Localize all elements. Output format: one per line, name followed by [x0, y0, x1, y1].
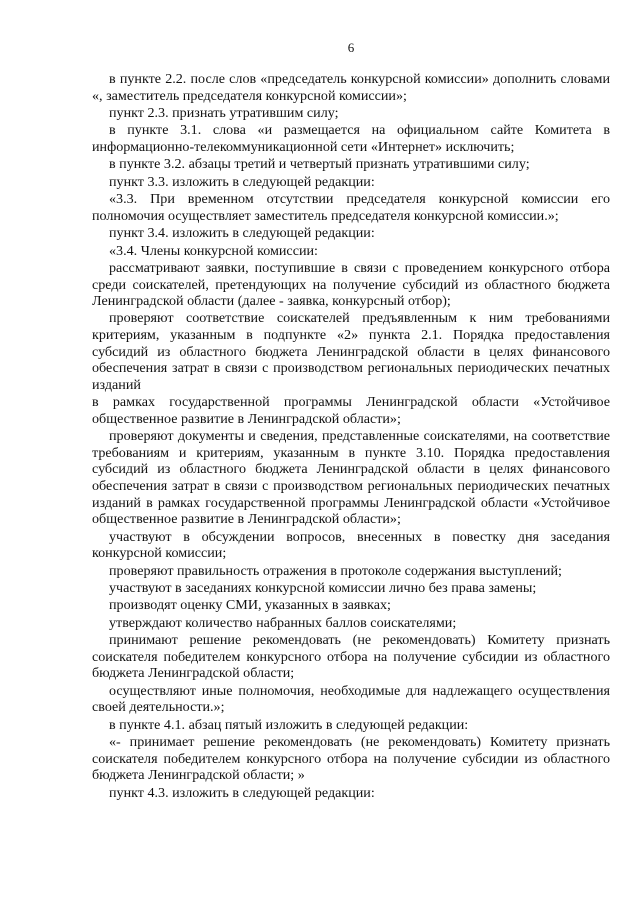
paragraph: проверяют документы и сведения, представленные соискателями, на соответствие требованиям и критериям, указанным в пункте 3.10. Порядка предоставления субсидий из областного бюджета Ленинградской области в целях финансового обеспечения затрат в связи с производством региональных периодических печатных изданий в рамках государственной программы Ленинградской области «Устойчивое общественное развитие в Ленинградской области»; — [92, 428, 610, 528]
paragraph: «- принимает решение рекомендовать (не рекомендовать) Комитету признать соискателя победителем конкурсного отбора на получение субсидии из областного бюджета Ленинградской области; » — [92, 734, 610, 784]
paragraph: участвуют в заседаниях конкурсной комиссии лично без права замены; — [109, 579, 537, 596]
paragraph: «3.3. При временном отсутствии председателя конкурсной комиссии его полномочия осуществляет заместитель председателя конкурсной комиссии.»; — [92, 191, 610, 224]
paragraph: участвуют в обсуждении вопросов, внесенных в повестку дня заседания конкурсной комиссии; — [92, 528, 610, 562]
paragraph: проверяют соответствие соискателей предъявленным к ним требованиями критериям, указанным в подпункте «2» пункта 2.1. Порядка предоставления субсидий из областного бюджета Ленинградской области в целях финансового обеспечения затрат в связи с производством региональных периодических печатных изданий — [92, 310, 610, 393]
paragraph: утверждают количество набранных баллов соискателями; — [109, 614, 457, 631]
paragraph: в пункте 3.1. слова «и размещается на официальном сайте Комитета в информационно-телекоммуникационной сети «Интернет» исключить; — [92, 122, 610, 155]
paragraph: производят оценку СМИ, указанных в заявках; — [109, 597, 391, 614]
document-body — [92, 71, 610, 801]
paragraph: в пункте 4.1. абзац пятый изложить в следующей редакции: — [109, 716, 469, 733]
paragraph: в рамках государственной программы Ленинградской области «Устойчивое общественное развитие в Ленинградской области»; — [92, 394, 610, 427]
paragraph: пункт 3.3. изложить в следующей редакции: — [109, 173, 375, 190]
paragraph: «3.4. Члены конкурсной комиссии: — [109, 242, 318, 259]
paragraph: принимают решение рекомендовать (не рекомендовать) Комитету признать соискателя победителем конкурсного отбора на получение субсидии из областного бюджета Ленинградской области; — [92, 632, 610, 682]
paragraph: в пункте 3.2. абзацы третий и четвертый признать утратившими силу; — [109, 156, 530, 173]
paragraph: пункт 3.4. изложить в следующей редакции: — [109, 225, 375, 242]
paragraph: рассматривают заявки, поступившие в связи с проведением конкурсного отбора среди соискателей, претендующих на получение субсидий из областного бюджета Ленинградской области (далее - заявка, конкурсный отбор); — [92, 259, 610, 310]
page-number: 6 — [347, 40, 355, 55]
paragraph: проверяют правильность отражения в протоколе содержания выступлений; — [109, 562, 562, 579]
paragraph: пункт 4.3. изложить в следующей редакции: — [109, 784, 375, 801]
paragraph: пункт 2.3. признать утратившим силу; — [109, 104, 339, 121]
paragraph: осуществляют иные полномочия, необходимые для надлежащего осуществления своей деятельности.»; — [92, 682, 610, 716]
paragraph: в пункте 2.2. после слов «председатель конкурсной комиссии» дополнить словами «, заместитель председателя конкурсной комиссии»; — [92, 71, 610, 104]
